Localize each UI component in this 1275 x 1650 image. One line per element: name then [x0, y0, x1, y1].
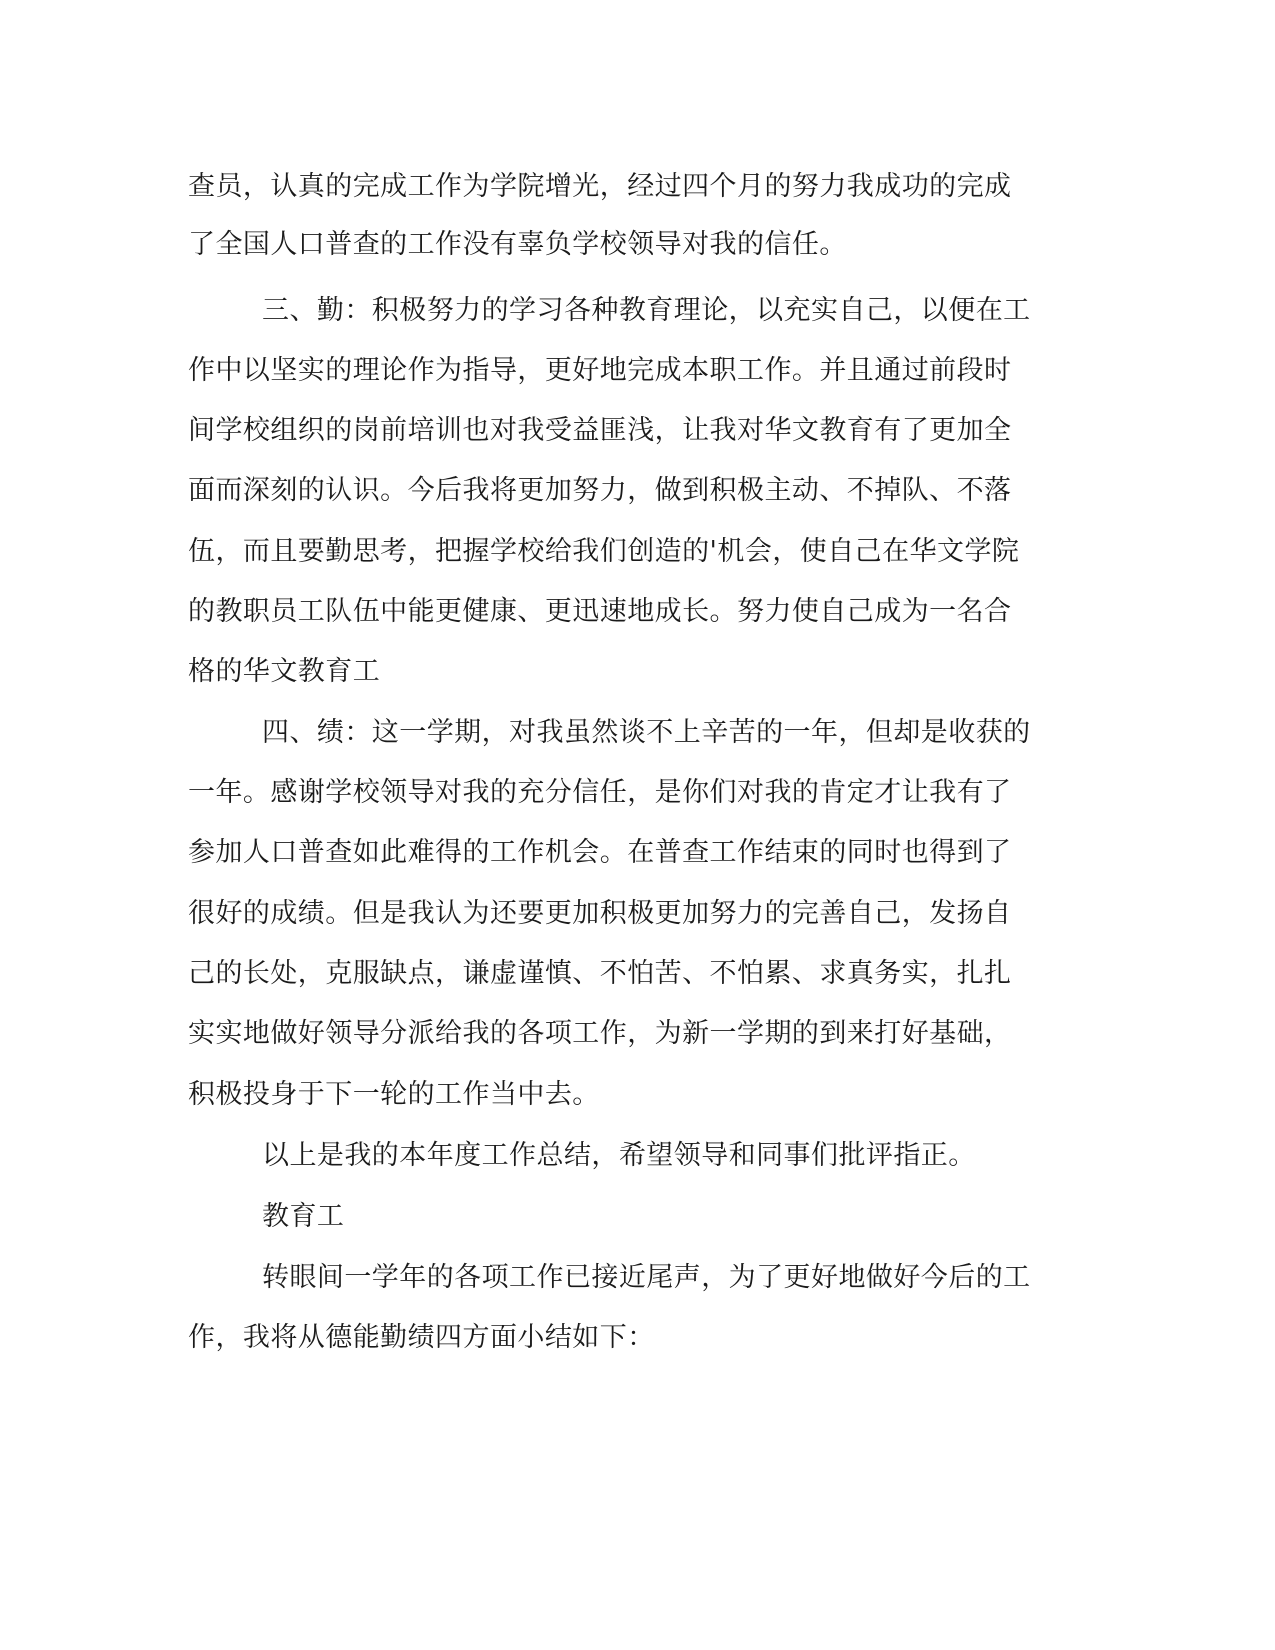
text-line: 己的长处，克服缺点，谦虚谨慎、不怕苦、不怕累、求真务实，扎扎 [188, 958, 1012, 989]
text-line: 实实地做好领导分派给我的各项工作，为新一学期的到来打好基础， [188, 1018, 1012, 1049]
paragraph-start-line: 转眼间一学年的各项工作已接近尾声，为了更好地做好今后的工 [262, 1262, 1031, 1293]
text-line: 间学校组织的岗前培训也对我受益匪浅，让我对华文教育有了更加全 [188, 415, 1012, 446]
text-line: 伍，而且要勤思考，把握学校给我们创造的'机会，使自己在华文学院 [188, 536, 1020, 567]
paragraph-start-line: 四、绩：这一学期，对我虽然谈不上辛苦的一年，但却是收获的 [262, 717, 1031, 748]
text-line: 作，我将从德能勤绩四方面小结如下： [188, 1322, 655, 1353]
text-line: 格的华文教育工 [188, 656, 381, 687]
text-line: 很好的成绩。但是我认为还要更加积极更加努力的完善自己，发扬自 [188, 898, 1012, 929]
text-line: 了全国人口普查的工作没有辜负学校领导对我的信任。 [188, 229, 847, 260]
text-line: 作中以坚实的理论作为指导，更好地完成本职工作。并且通过前段时 [188, 355, 1012, 386]
text-line: 一年。感谢学校领导对我的充分信任，是你们对我的肯定才让我有了 [188, 777, 1012, 808]
text-line: 查员，认真的完成工作为学院增光，经过四个月的努力我成功的完成 [188, 171, 1012, 202]
paragraph-start-line: 以上是我的本年度工作总结，希望领导和同事们批评指正。 [262, 1140, 976, 1171]
text-line: 积极投身于下一轮的工作当中去。 [188, 1079, 600, 1110]
text-line: 面而深刻的认识。今后我将更加努力，做到积极主动、不掉队、不落 [188, 475, 1012, 506]
text-line: 参加人口普查如此难得的工作机会。在普查工作结束的同时也得到了 [188, 837, 1012, 868]
text-line: 的教职员工队伍中能更健康、更迅速地成长。努力使自己成为一名合 [188, 596, 1012, 627]
section-heading: 教育工 [262, 1201, 345, 1232]
paragraph-start-line: 三、勤：积极努力的学习各种教育理论，以充实自己，以便在工 [262, 295, 1031, 326]
